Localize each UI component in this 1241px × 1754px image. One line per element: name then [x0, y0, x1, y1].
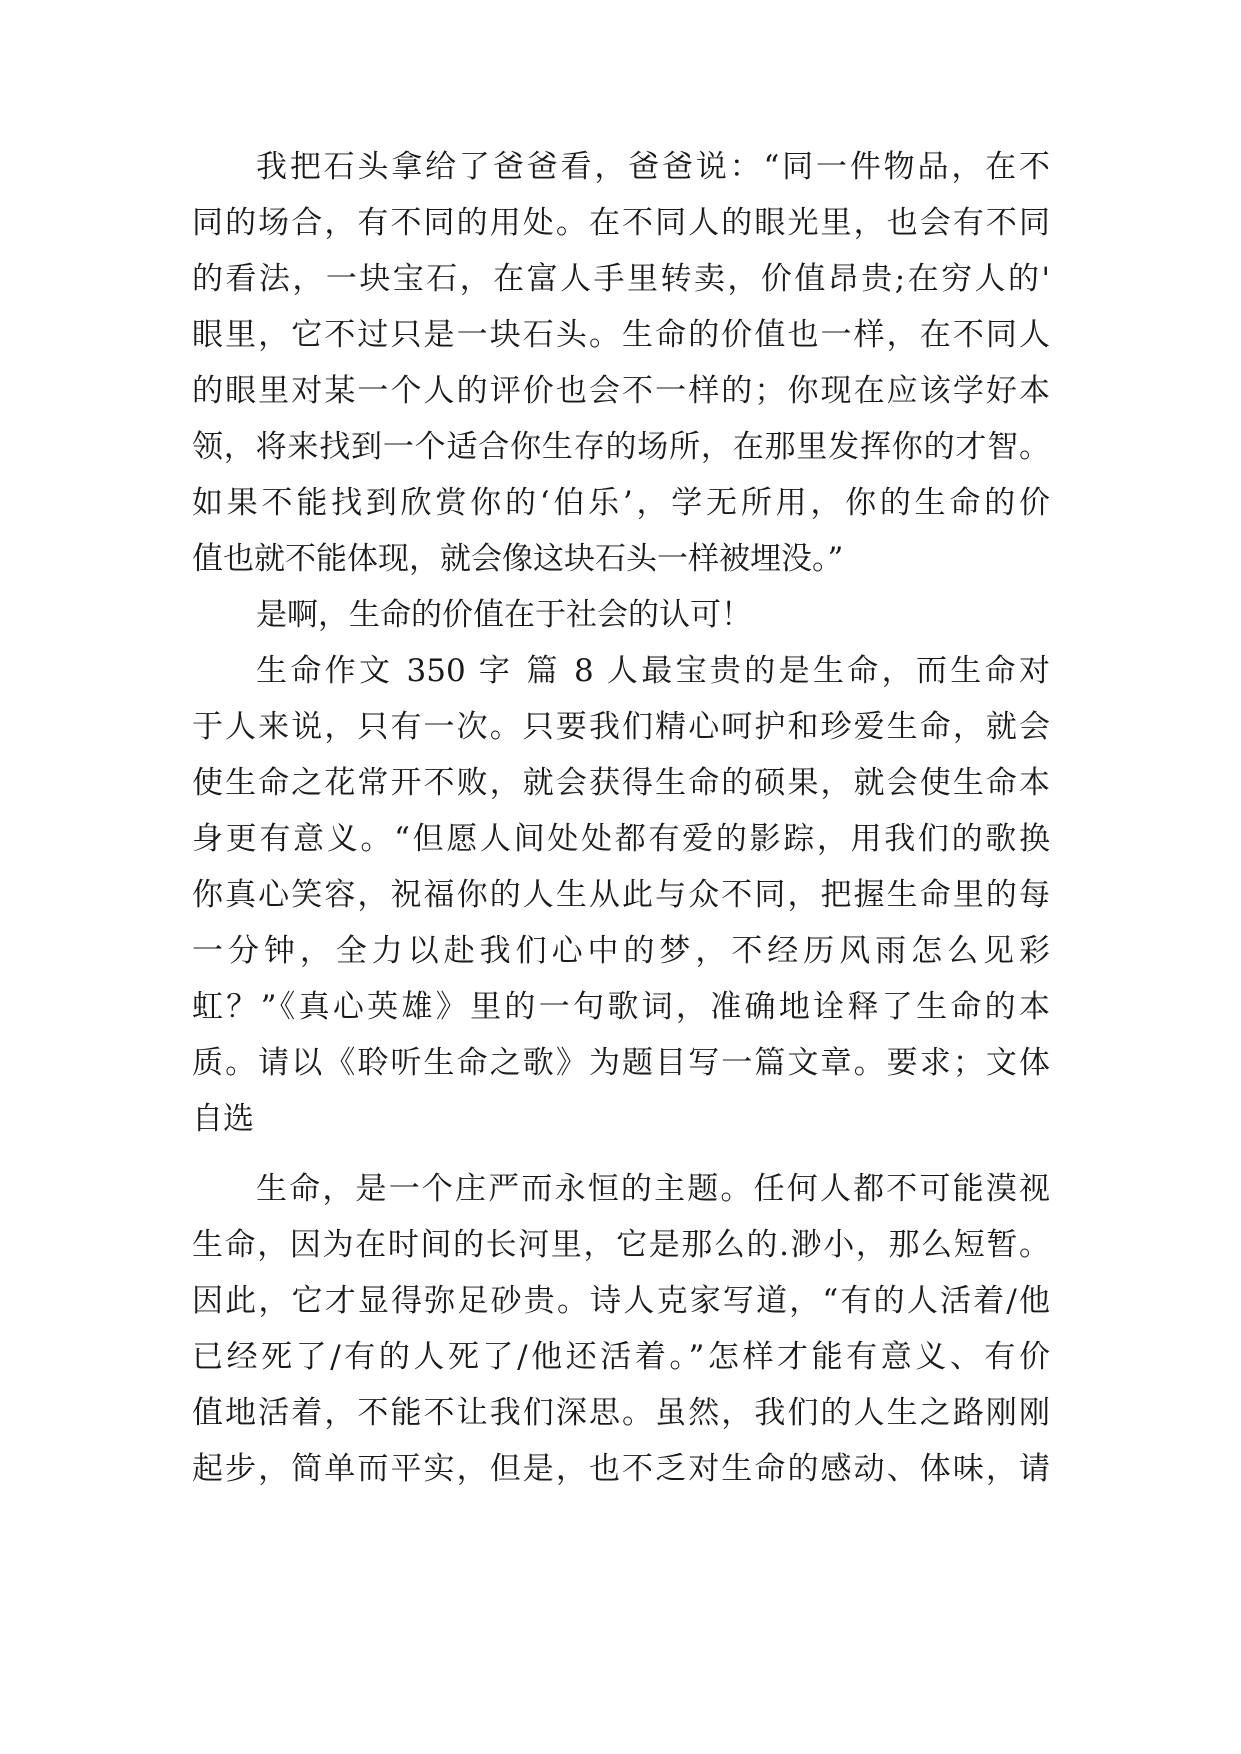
text-line: 同的场合，有不同的用处。在不同人的眼光里，也会有不同: [192, 205, 1050, 241]
text-line: 使生命之花常开不败，就会获得生命的硕果，就会使生命本: [192, 765, 1050, 801]
text-line: 一分钟，全力以赴我们心中的梦，不经历风雨怎么见彩: [192, 933, 1050, 969]
text-line: 质。请以《聆听生命之歌》为题目写一篇文章。要求；文体: [192, 1045, 1050, 1081]
text-line: 已经死了/有的人死了/他还活着。”怎样才能有意义、有价: [192, 1339, 1050, 1375]
text-line: 起步，简单而平实，但是，也不乏对生命的感动、体味，请: [192, 1451, 1050, 1487]
text-line: 自选: [192, 1101, 254, 1137]
text-line: 身更有意义。“但愿人间处处都有爱的影踪，用我们的歌换: [192, 821, 1050, 857]
text-line: 你真心笑容，祝福你的人生从此与众不同，把握生命里的每: [192, 877, 1050, 913]
text-line: 如果不能找到欣赏你的‘伯乐’，学无所用，你的生命的价: [192, 485, 1050, 521]
text-line: 于人来说，只有一次。只要我们精心呵护和珍爱生命，就会: [192, 709, 1050, 745]
section-heading-line: 生命作文 350 字 篇 8 人最宝贵的是生命，而生命对: [256, 653, 1050, 689]
text-line: 的眼里对某一个人的评价也会不一样的；你现在应该学好本: [192, 373, 1050, 409]
text-line: 值也就不能体现，就会像这块石头一样被埋没。”: [192, 541, 844, 577]
text-line: 生命，因为在时间的长河里，它是那么的.渺小，那么短暂。: [192, 1227, 1050, 1263]
text-line: 虹？”《真心英雄》里的一句歌词，准确地诠释了生命的本: [192, 989, 1050, 1025]
text-line: 我把石头拿给了爸爸看，爸爸说：“同一件物品，在不: [256, 149, 1050, 185]
text-line: 值地活着，不能不让我们深思。虽然，我们的人生之路刚刚: [192, 1395, 1050, 1431]
text-line: 因此，它才显得弥足砂贵。诗人克家写道，“有的人活着/他: [192, 1283, 1050, 1319]
text-line: 领，将来找到一个适合你生存的场所，在那里发挥你的才智。: [192, 429, 1050, 465]
text-line: 的看法，一块宝石，在富人手里转卖，价值昂贵;在穷人的': [192, 261, 1050, 297]
text-line: 眼里，它不过只是一块石头。生命的价值也一样，在不同人: [192, 317, 1050, 353]
text-line: 是啊，生命的价值在于社会的认可！: [256, 597, 752, 633]
text-line: 生命，是一个庄严而永恒的主题。任何人都不可能漠视: [256, 1171, 1050, 1207]
